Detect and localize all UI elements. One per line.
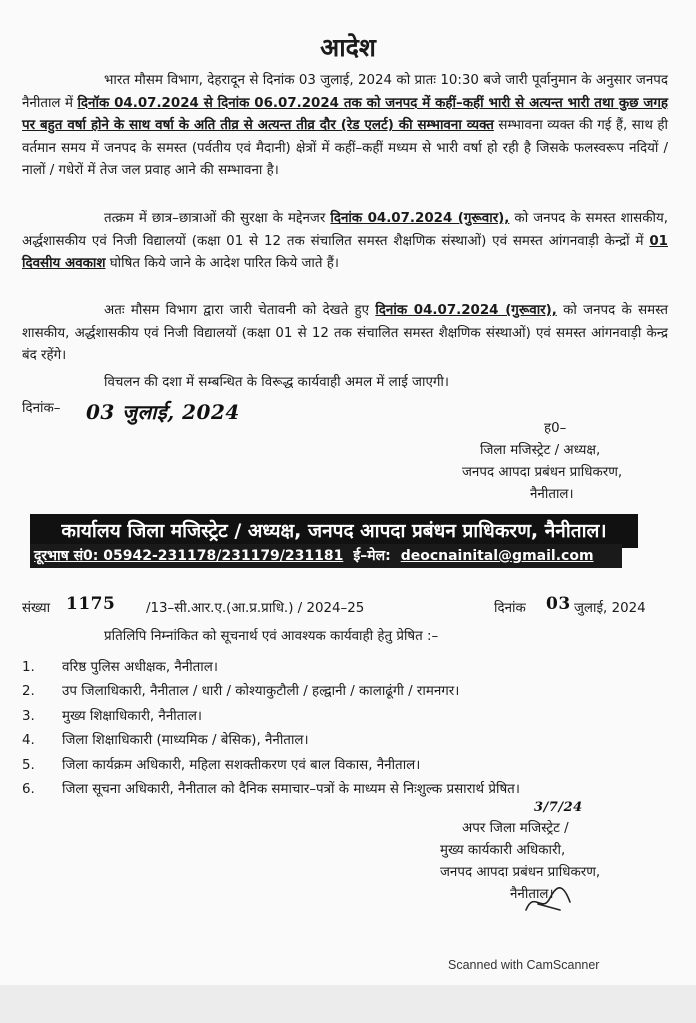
holiday-text-start: तत्क्रम में छात्र–छात्राओं की सुरक्षा के मद्देनजर <box>104 211 331 226</box>
signature-place: नैनीताल। <box>530 487 574 502</box>
copy-intro: प्रतिलिपि निम्नांकित को सूचनार्थ एवं आवश्यक कार्यवाही हेतु प्रेषित :– <box>104 629 439 644</box>
forecast-text-start: भारत मौसम विभाग, देहरादून से दिनांक 03 जुलाई, 2024 को प्रातः 10:30 बजे जारी पूर्वानुमान के अनुसार जनपद नैनीताल में <box>22 73 668 111</box>
scanner-watermark: Scanned with CamScanner <box>448 958 600 972</box>
list-item: 3. मुख्य शिक्षाधिकारी, नैनीताल। <box>22 708 203 724</box>
reference-date-day: 03 <box>546 594 571 614</box>
closure-date: दिनांक 04.07.2024 (गुरूवार), <box>375 303 557 318</box>
email-label: ई–मेल: <box>353 548 391 564</box>
reference-number: 1175 <box>66 594 116 614</box>
reference-file: /13–सी.आर.ए.(आ.प्र.प्राधि.) / 2024–25 <box>146 601 365 616</box>
paragraph-holiday-order <box>22 208 668 276</box>
holiday-duration: 01 दिवसीय अवकाश <box>22 233 668 272</box>
adm-authority: जनपद आपदा प्रबंधन प्राधिकरण, <box>440 865 601 880</box>
closure-text-start: अतः मौसम विभाग द्वारा जारी चेतावनी को देखते हुए <box>104 303 376 318</box>
handwritten-initial-date: 3/7/24 <box>534 800 583 815</box>
adm-place: नैनीताल। <box>510 887 554 902</box>
holiday-date: दिनांक 04.07.2024 (गुरूवार), <box>330 211 510 226</box>
handwritten-date: 03 जुलाई, 2024 <box>86 400 240 424</box>
signature-mark: ह0– <box>544 421 567 436</box>
forecast-red-alert: दिनॉक 04.07.2024 से दिनांक 06.07.2024 तक को जनपद में कहीं–कहीं भारी से अत्यन्त भारी तथा कुछ जगह पर बहुत वर्षा होने के साथ वर्षा के अति तीव्र से अत्यन्त तीव्र दौर (रेड एलर्ट) की सम्भावना व्यक्त <box>22 95 668 134</box>
list-item: 6. जिला सूचना अधिकारी, नैनीताल को दैनिक समाचार–पत्रों के माध्यम से निःशुल्क प्रसारार्थ प्रेषित। <box>22 781 520 797</box>
email-address: deocnainital@gmail.com <box>400 548 594 564</box>
holiday-text-end: घोषित किये जाने के आदेश पारित किये जाते हैं। <box>105 256 339 272</box>
list-item: 4. जिला शिक्षाधिकारी (माध्यमिक / बेसिक), नैनीताल। <box>22 733 309 749</box>
reference-line <box>22 594 662 620</box>
office-letterhead: कार्यालय जिला मजिस्ट्रेट / अध्यक्ष, जनपद आपदा प्रबंधन प्राधिकरण, नैनीताल। <box>30 514 638 548</box>
adm-designation: अपर जिला मजिस्ट्रेट / <box>462 821 569 836</box>
order-title: आदेश <box>320 33 376 62</box>
signature-authority: जनपद आपदा प्रबंधन प्राधिकरण, <box>462 465 623 480</box>
signature-designation: जिला मजिस्ट्रेट / अध्यक्ष, <box>480 443 601 458</box>
contact-strip <box>30 544 622 568</box>
recipient-list <box>22 656 672 802</box>
forecast-text-end: सम्भावना व्यक्त की गई हैं, साथ ही वर्तमान समय में जनपद के समस्त (पर्वतीय एवं मैदानी) क्षेत्रों में कहीं–कहीं मध्यम से भारी वर्षा हो रही है जिसके फलस्वरूप नदियों / नालों / गधेरों में तेज जल प्रवाह आने की सम्भावना है। <box>22 118 668 179</box>
date-label: दिनांक– <box>22 401 61 416</box>
reference-date-rest: जुलाई, 2024 <box>574 601 646 616</box>
list-item: 5. जिला कार्यक्रम अधिकारी, महिला सशक्तीकरण एवं बाल विकास, नैनीताल। <box>22 757 421 773</box>
signature-scribble <box>520 880 580 920</box>
closure-text-end: को जनपद के समस्त शासकीय, अर्द्धशासकीय एवं निजी विद्यालयों (कक्षा 01 से 12 तक संचालित समस्त शैक्षणिक संस्थाओं) एवं समस्त आंगनवाड़ी केन्द्र बंद रहेंगे। <box>22 303 669 364</box>
adm-officer: मुख्य कार्यकारी अधिकारी, <box>440 843 566 858</box>
signature-block-dm <box>462 418 623 506</box>
bottom-margin <box>0 985 696 1023</box>
action-text: विचलन की दशा में सम्बन्धित के विरूद्ध कार्यवाही अमल में लाई जाएगी। <box>104 375 449 390</box>
phone-numbers: दूरभाष सं0: 05942-231178/231179/231181 <box>34 548 344 564</box>
paragraph-action <box>22 372 668 395</box>
paragraph-closure <box>22 300 668 368</box>
reference-date-label: दिनांक <box>494 601 526 616</box>
paragraph-forecast <box>22 70 668 183</box>
list-item: 1. वरिष्ठ पुलिस अधीक्षक, नैनीताल। <box>22 660 218 675</box>
holiday-text-mid: को जनपद के समस्त शासकीय, अर्द्धशासकीय एवं निजी विद्यालयों (कक्षा 01 से 12 तक संचालित समस्त शैक्षणिक संस्थाओं) एवं समस्त आंगनवाड़ी केन्द्रों में <box>22 211 668 249</box>
list-item: 2. उप जिलाधिकारी, नैनीताल / धारी / कोश्याकुटौली / हल्द्वानी / कालाढूंगी / रामनगर। <box>22 684 460 700</box>
reference-number-label: संख्या <box>22 601 51 616</box>
